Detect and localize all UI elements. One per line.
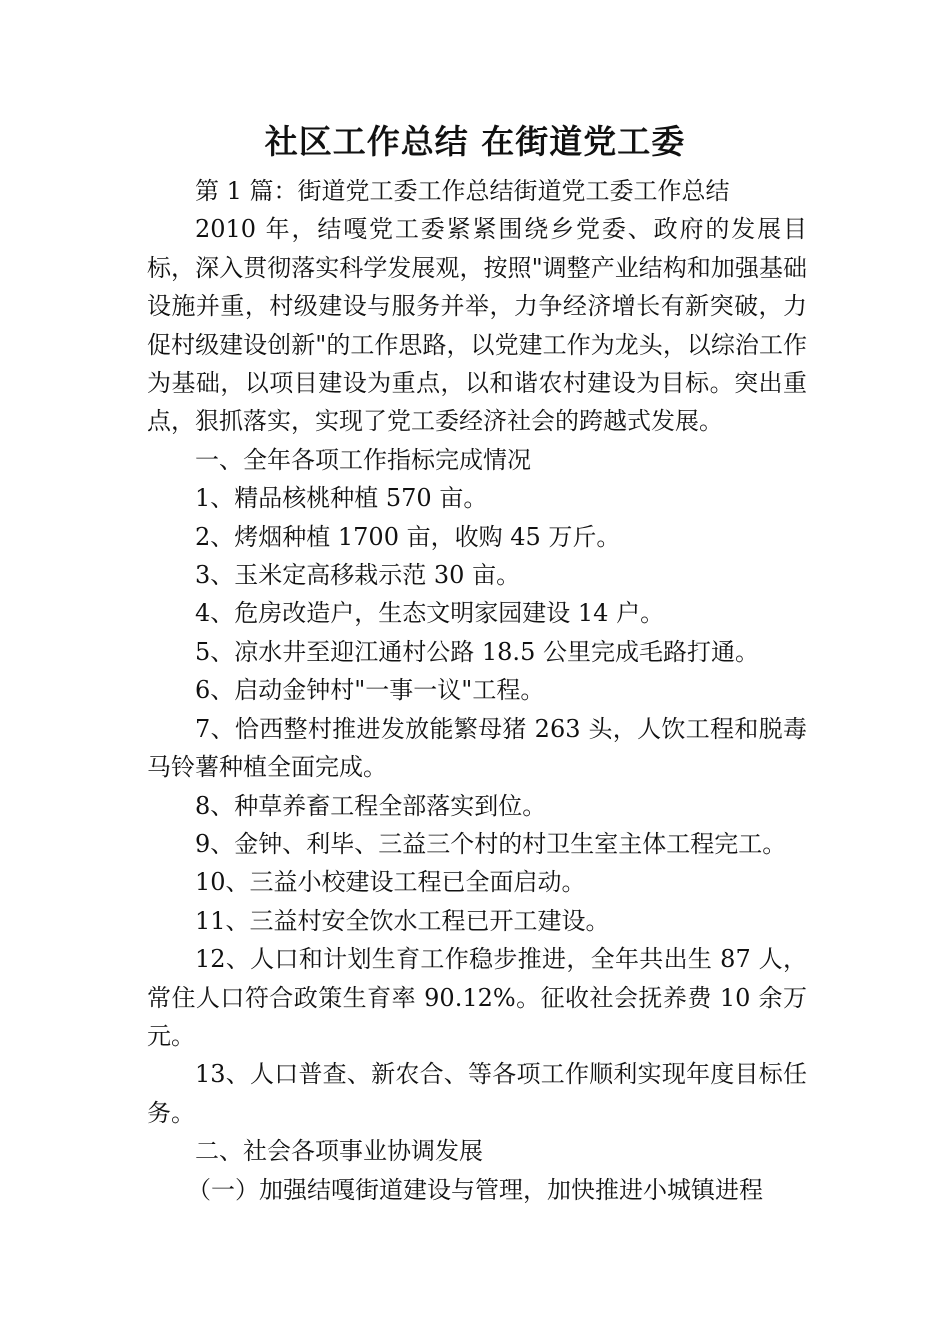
section-heading-2: 二、社会各项事业协调发展 [195, 1137, 483, 1166]
list-item: 13、人口普查、新农合、等各项工作顺利实现年度目标任务。 [147, 1060, 807, 1127]
paragraph-subtitle: 第 1 篇：街道党工委工作总结街道党工委工作总结 [195, 177, 730, 205]
list-item: 7、恰西整村推进发放能繁母猪 263 头，人饮工程和脱毒马铃薯种植全面完成。 [147, 714, 807, 782]
list-item: 2、烤烟种植 1700 亩，收购 45 万斤。 [195, 522, 621, 551]
list-item: 4、危房改造户，生态文明家园建设 14 户。 [195, 599, 665, 628]
document-title: 社区工作总结 在街道党工委 [264, 122, 686, 161]
document-body [147, 172, 807, 1209]
list-item: 1、精品核桃种植 570 亩。 [195, 484, 488, 513]
list-item: 12、人口和计划生育工作稳步推进，全年共出生 87 人，常住人口符合政策生育率 90.12%。征收社会抚养费 10 余万元。 [147, 945, 807, 1050]
list-item: 8、种草养畜工程全部落实到位。 [195, 791, 547, 820]
list-item: 3、玉米定高移栽示范 30 亩。 [195, 561, 521, 590]
subsection-heading: （一）加强结嘎街道建设与管理，加快推进小城镇进程 [187, 1175, 763, 1204]
list-item: 5、凉水井至迎江通村公路 18.5 公里完成毛路打通。 [195, 637, 759, 666]
list-item: 9、金钟、利毕、三益三个村的村卫生室主体工程完工。 [195, 829, 787, 858]
list-item: 6、启动金钟村"一事一议"工程。 [195, 676, 545, 705]
section-heading-1: 一、全年各项工作指标完成情况 [195, 445, 531, 474]
list-item: 11、三益村安全饮水工程已开工建设。 [195, 906, 610, 935]
paragraph-intro: 2010 年，结嘎党工委紧紧围绕乡党委、政府的发展目标，深入贯彻落实科学发展观，按照"调整产业结构和加强基础设施并重，村级建设与服务并举，力争经济增长有新突破，力促村级建设创新"的工作思路，以党建工作为龙头，以综治工作为基础，以项目建设为重点，以和谐农村建设为目标。突出重点，狠抓落实，实现了党工委经济社会的跨越式发展。 [147, 215, 807, 436]
list-item: 10、三益小校建设工程已全面启动。 [195, 868, 586, 897]
